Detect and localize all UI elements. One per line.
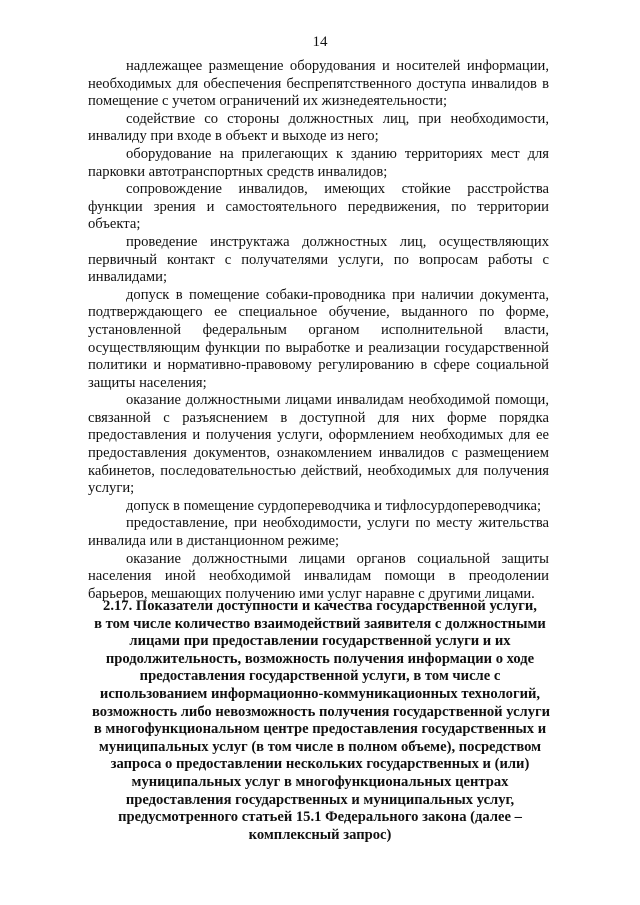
paragraph: оказание должностными лицами инвалидам необходимой помощи, связанной с разъяснением в доступной для них форме порядка предоставления и получения услуги, оформлением необходимых для ее предоставления документов, ознакомлением инвалидов с размещением кабинетов, последовательностью действий, необходимых для получения услуги; <box>88 392 549 497</box>
page-number: 14 <box>312 34 328 50</box>
heading-line: предоставления государственных и муниципальных услуг, <box>125 791 515 808</box>
heading-line: использованием информационно-коммуникационных технологий, <box>99 685 541 702</box>
paragraph: допуск в помещение собаки-проводника при наличии документа, подтверждающего ее специальное обучение, выданного по форме, установленной федеральным органом исполнительной власти, осуществляющим функции по выработке и реализации государственной политики и нормативно-правовому регулированию в сфере социальной защиты населения; <box>88 286 549 391</box>
paragraph: содействие со стороны должностных лиц, при необходимости, инвалиду при входе в объект и выходе из него; <box>88 110 549 145</box>
heading-line: в том числе количество взаимодействий заявителя с должностными <box>94 615 546 632</box>
heading-line: продолжительность, возможность получения информации о ходе <box>105 650 535 667</box>
paragraph: сопровождение инвалидов, имеющих стойкие расстройства функции зрения и самостоятельного передвижения, по территории объекта; <box>88 181 549 233</box>
paragraph: допуск в помещение сурдопереводчика и тифлосурдопереводчика; <box>126 497 542 514</box>
paragraph: оказание должностными лицами органов социальной защиты населения иной необходимой инвалидам помощи в преодолении барьеров, мешающих получению ими услуг наравне с другими лицами. <box>88 550 549 602</box>
paragraph: надлежащее размещение оборудования и носителей информации, необходимых для обеспечения беспрепятственного доступа инвалидов в помещение с учетом ограничений их жизнедеятельности; <box>88 58 549 110</box>
paragraph: предоставление, при необходимости, услуги по месту жительства инвалида или в дистанционном режиме; <box>88 515 549 550</box>
heading-line: запроса о предоставлении нескольких государственных и (или) <box>110 756 530 773</box>
heading-line: лицами при предоставлении государственной услуги и их <box>129 633 511 650</box>
heading-line: комплексный запрос) <box>248 826 392 843</box>
body-text <box>88 58 549 603</box>
heading-line: возможность либо невозможность получения государственной услуги <box>92 703 551 720</box>
heading-line: предусмотренного статьей 15.1 Федерального закона (далее – <box>118 809 522 826</box>
heading-line: предоставления государственной услуги, в том числе с <box>139 668 501 685</box>
heading-line: 2.17. Показатели доступности и качества государственной услуги, <box>103 598 537 614</box>
heading-line: муниципальных услуг в многофункциональных центрах <box>131 773 509 790</box>
heading-line: в многофункциональном центре предоставления государственных и <box>93 721 547 738</box>
paragraph: оборудование на прилегающих к зданию территориях мест для парковки автотранспортных средств инвалидов; <box>88 145 549 180</box>
section-heading <box>92 598 551 844</box>
heading-line: муниципальных услуг (в том числе в полном объеме), посредством <box>98 738 542 755</box>
paragraph: проведение инструктажа должностных лиц, осуществляющих первичный контакт с получателями услуги, по вопросам работы с инвалидами; <box>88 233 549 286</box>
